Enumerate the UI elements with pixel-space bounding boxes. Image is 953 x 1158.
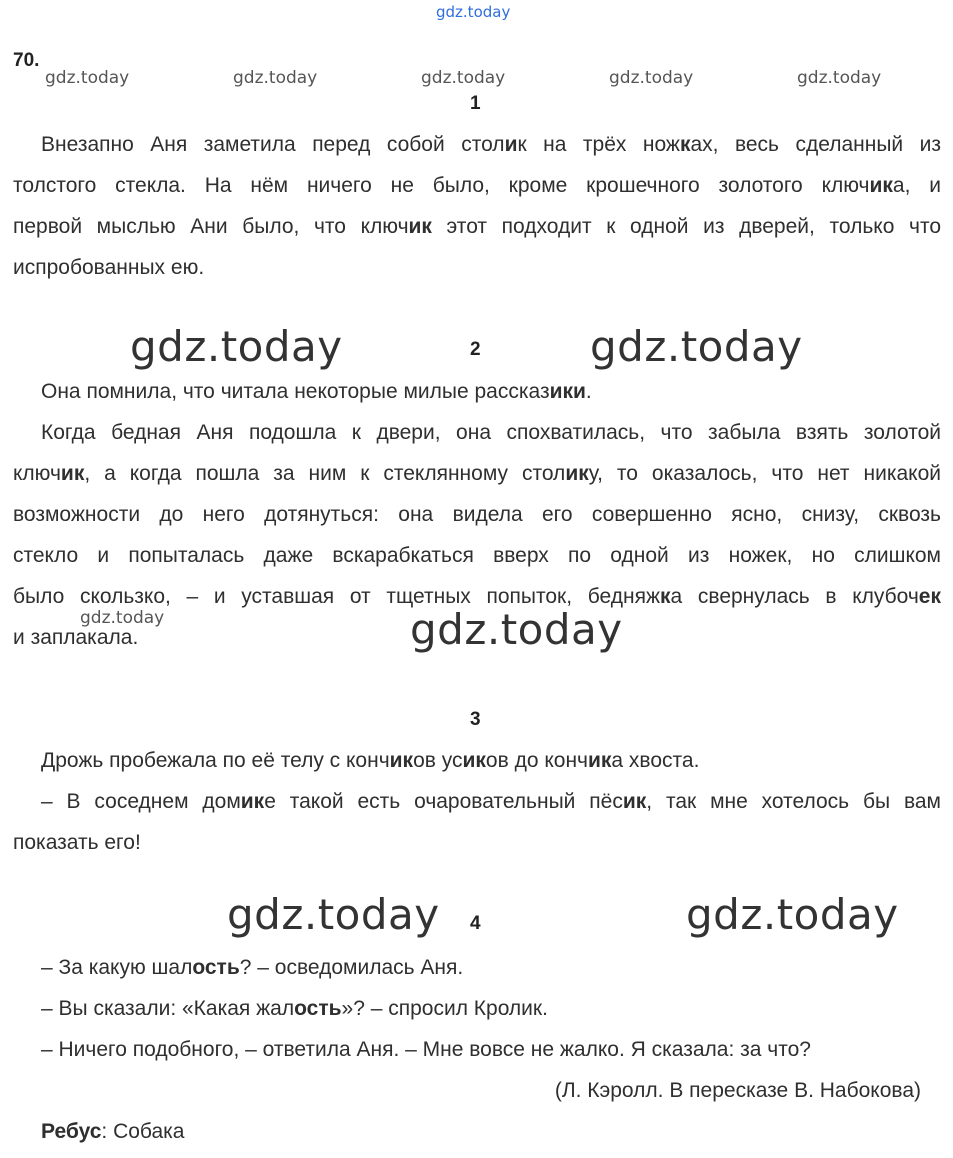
text-segment: показать его! — [13, 831, 141, 854]
text-segment: толстого стекла. На нём ничего не было, кроме крошечного золотого ключ — [13, 174, 870, 197]
text-segment: Когда бедная Аня подошла к двери, она спохватилась, что забыла взять золотой — [41, 421, 941, 444]
watermark-small: gdz.today — [80, 608, 165, 628]
text-line — [41, 380, 592, 404]
section-number: 3 — [470, 709, 481, 730]
rebus-label: Ребус — [41, 1120, 102, 1143]
text-segment: ключ — [13, 462, 61, 485]
text-line — [13, 544, 941, 568]
text-segment: »? – спросил Кролик. — [341, 997, 548, 1020]
text-segment: Дрожь пробежала по её телу с конч — [41, 749, 390, 772]
text-segment: а, и — [892, 174, 941, 197]
text-line — [13, 256, 204, 280]
rebus-text: : Собака — [101, 1120, 185, 1143]
text-segment: ов ус — [413, 749, 463, 772]
highlight-morpheme: ик — [462, 749, 486, 772]
section-number: 1 — [470, 93, 481, 114]
watermark-big: gdz.today — [590, 322, 803, 371]
watermark-row: gdz.today — [233, 68, 318, 88]
text-segment: ах, весь сделанный из — [690, 133, 941, 156]
text-line — [13, 174, 941, 198]
watermark-row: gdz.today — [45, 68, 130, 88]
highlight-morpheme: ик — [869, 174, 893, 197]
text-line — [41, 790, 941, 814]
text-line — [13, 626, 138, 650]
text-segment: было скользко, – и уставшая от тщетных попыток, бедняж — [13, 585, 661, 608]
watermark-row: gdz.today — [797, 68, 882, 88]
citation: (Л. Кэролл. В пересказе В. Набокова) — [554, 1079, 921, 1102]
watermark-row: gdz.today — [609, 68, 694, 88]
text-segment: – В соседнем дом — [41, 790, 241, 813]
section-number: 2 — [470, 339, 481, 360]
highlight-morpheme: к — [660, 585, 671, 608]
watermark-big: gdz.today — [130, 322, 343, 371]
text-segment: е такой есть очаровательный пёс — [264, 790, 623, 813]
text-segment: возможности до него дотянуться: она видела его совершенно ясно, снизу, сквозь — [13, 503, 941, 526]
highlight-morpheme: ость — [192, 956, 240, 979]
text-line — [13, 585, 941, 609]
text-segment: – Ничего подобного, – ответила Аня. – Мне вовсе не жалко. Я сказала: за что? — [41, 1038, 811, 1061]
highlight-morpheme: ик — [60, 462, 85, 485]
watermark-row: gdz.today — [421, 68, 506, 88]
text-line — [41, 749, 699, 773]
highlight-morpheme: ик — [408, 215, 432, 238]
highlight-morpheme: ики — [549, 380, 586, 403]
text-segment: Внезапно Аня заметила перед собой стол — [41, 133, 505, 156]
highlight-morpheme: и — [504, 133, 518, 156]
text-segment: у, то оказалось, что нет никакой — [588, 462, 941, 485]
highlight-morpheme: ик — [622, 790, 647, 813]
highlight-morpheme: ек — [918, 585, 941, 608]
text-segment: Она помнила, что читала некоторые милые рассказ — [41, 380, 550, 403]
text-segment: , а когда пошла за ним к стеклянному стол — [84, 462, 566, 485]
section-number: 4 — [470, 913, 481, 934]
text-line — [41, 133, 941, 157]
highlight-morpheme: ик — [565, 462, 589, 485]
highlight-morpheme: ик — [389, 749, 414, 772]
text-segment: и заплакала. — [13, 626, 139, 649]
highlight-morpheme: к — [679, 133, 691, 156]
text-segment: а свернулась в клубоч — [670, 585, 919, 608]
highlight-morpheme: ик — [588, 749, 612, 772]
text-segment: этот подходит к одной из дверей, только что — [431, 215, 942, 238]
highlight-morpheme: ик — [240, 790, 265, 813]
watermark-big: gdz.today — [686, 890, 899, 939]
text-segment: к на трёх нож — [517, 133, 680, 156]
text-segment: ов до конч — [485, 749, 588, 772]
watermark-top: gdz.today — [436, 3, 511, 21]
text-segment: , так мне хотелось бы вам — [646, 790, 941, 813]
text-line — [41, 997, 548, 1021]
text-segment: – Вы сказали: «Какая жал — [41, 997, 295, 1020]
text-segment: . — [585, 380, 592, 403]
text-segment: стекло и попыталась даже вскарабкаться вверх по одной из ножек, но слишком — [13, 544, 941, 567]
text-line — [41, 1038, 811, 1062]
watermark-big: gdz.today — [227, 890, 440, 939]
text-line — [41, 956, 463, 980]
rebus-answer — [41, 1120, 185, 1144]
exercise-number: 70. — [13, 50, 40, 71]
watermark-big: gdz.today — [410, 605, 623, 654]
text-segment: испробованных ею. — [13, 256, 205, 279]
text-segment: – За какую шал — [41, 956, 193, 979]
text-line — [13, 831, 141, 855]
text-line — [41, 421, 941, 445]
text-line — [13, 503, 941, 527]
text-line — [13, 462, 941, 486]
text-segment: а хвоста. — [611, 749, 700, 772]
text-segment: ? – осведомилась Аня. — [239, 956, 464, 979]
text-segment: первой мыслью Ани было, что ключ — [13, 215, 409, 238]
highlight-morpheme: ость — [294, 997, 342, 1020]
text-line — [13, 215, 941, 239]
